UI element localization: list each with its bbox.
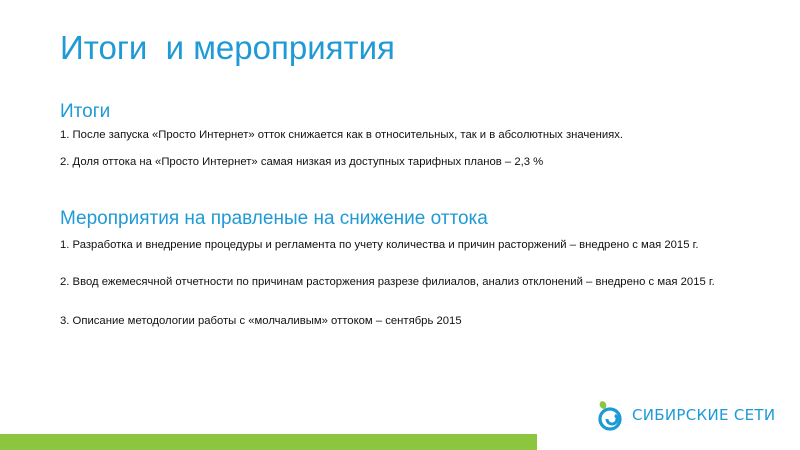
measures-item-1: 1. Разработка и внедрение процедуры и регламента по учету количества и причин расторжений – внедрено с мая 2015 г. <box>60 239 699 251</box>
logo-text: СИБИРСКИЕ СЕТИ <box>632 406 776 424</box>
slide-title: Итоги и мероприятия <box>60 29 395 66</box>
measures-item-2: 2. Ввод ежемесячной отчетности по причинам расторжения разрезе филиалов, анализ отклонений – внедрено с мая 2015 г. <box>60 276 715 288</box>
results-heading: Итоги <box>60 101 111 122</box>
siberian-networks-logo-icon <box>594 397 626 433</box>
measures-heading: Мероприятия на правленые на снижение оттока <box>60 208 488 229</box>
results-item-1: 1. После запуска «Просто Интернет» отток снижается как в относительных, так и в абсолютных значениях. <box>60 129 624 141</box>
footer-accent-bar <box>0 434 537 450</box>
company-logo <box>594 397 775 433</box>
results-item-2: 2. Доля оттока на «Просто Интернет» самая низкая из доступных тарифных планов – 2,3 % <box>60 156 544 168</box>
measures-item-3: 3. Описание методологии работы с «молчаливым» оттоком – сентябрь 2015 <box>60 315 462 327</box>
